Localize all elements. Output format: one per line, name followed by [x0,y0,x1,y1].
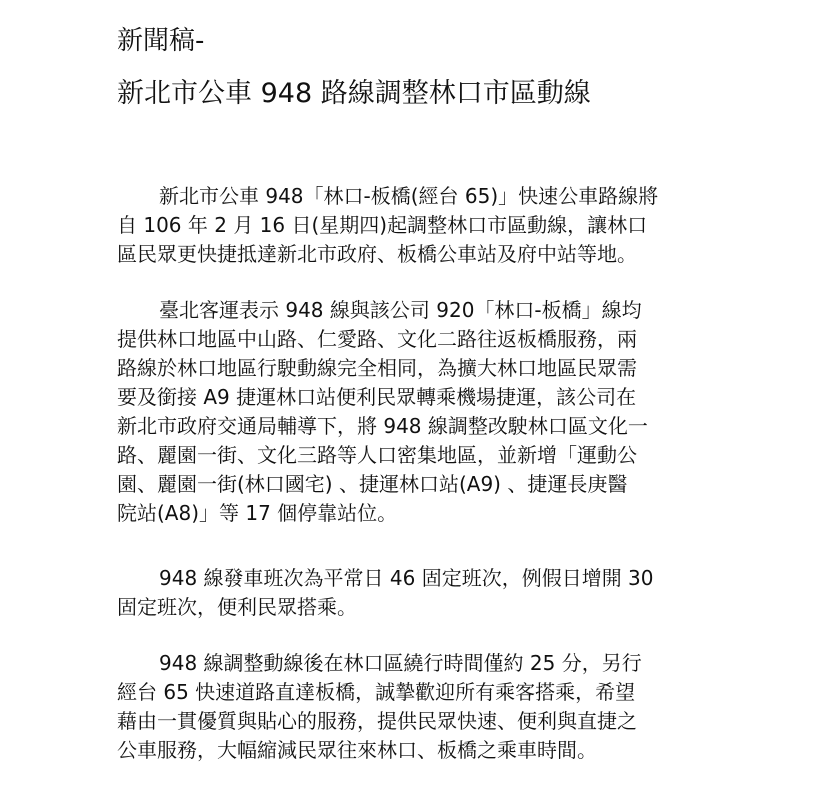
paragraph-line: 路、麗園一街、文化三路等人口密集地區，並新增「運動公 [117,443,637,467]
paragraph-line: 自 106 年 2 月 16 日(星期四)起調整林口市區動線，讓林口 [117,213,648,237]
paragraph-line: 路線於林口地區行駛動線完全相同，為擴大林口地區民眾需 [117,356,637,380]
paragraph-line: 藉由一貫優質與貼心的服務，提供民眾快速、便利與直捷之 [117,709,637,733]
paragraph-schedule [117,564,737,622]
paragraph-travel-time [117,649,737,765]
paragraph-line: 臺北客運表示 948 線與該公司 920「林口-板橋」線均 [159,298,642,322]
paragraph-line: 948 線發車班次為平常日 46 固定班次，例假日增開 30 [159,566,654,590]
paragraph-line: 公車服務，大幅縮減民眾往來林口、板橋之乘車時間。 [117,738,597,762]
paragraph-line: 要及銜接 A9 捷運林口站便利民眾轉乘機場捷運，該公司在 [117,385,637,409]
paragraph-line: 固定班次，便利民眾搭乘。 [117,595,357,619]
paragraph-line: 新北市政府交通局輔導下，將 948 線調整改駛林口區文化一 [117,414,648,438]
paragraph-route-adjustment [117,182,737,269]
paragraph-line: 經台 65 快速道路直達板橋，誠摯歡迎所有乘客搭乘，希望 [117,680,636,704]
paragraph-line: 園、麗園一街(林口國宅) 、捷運林口站(A9) 、捷運長庚醫 [117,472,628,496]
paragraph-line: 區民眾更快捷抵達新北市政府、板橋公車站及府中站等地。 [117,242,637,266]
document-title: 新北市公車 948 路線調整林口市區動線 [117,78,591,109]
paragraph-line: 新北市公車 948「林口-板橋(經台 65)」快速公車路線將 [159,184,659,208]
paragraph-line: 院站(A8)」等 17 個停靠站位。 [117,501,398,525]
document-label: 新聞稿- [117,26,205,56]
paragraph-line: 948 線調整動線後在林口區繞行時間僅約 25 分，另行 [159,651,642,675]
paragraph-line: 提供林口地區中山路、仁愛路、文化二路往返板橋服務，兩 [117,327,637,351]
paragraph-operator-statement [117,296,737,528]
